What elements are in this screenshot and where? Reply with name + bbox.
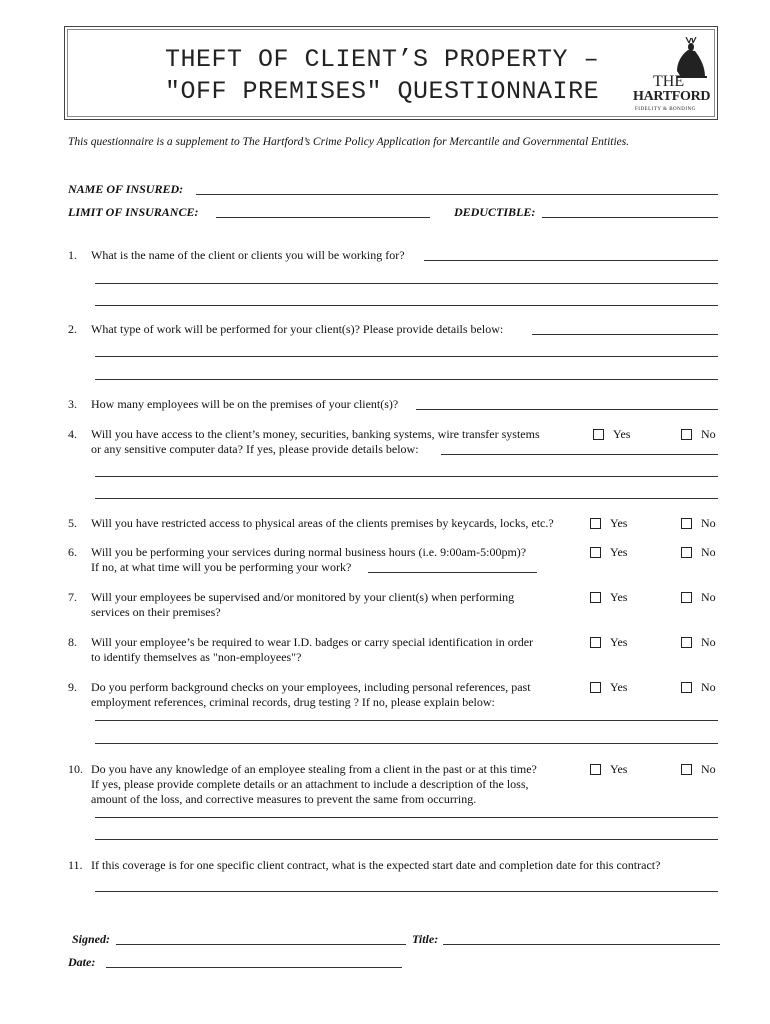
question-5-no-option[interactable]: No bbox=[681, 516, 716, 531]
logo-tagline: FIDELITY & BONDING bbox=[635, 107, 696, 112]
question-10-text-1: Do you have any knowledge of an employee stealing from a client in the past or at this time? bbox=[91, 762, 537, 776]
checkbox-icon[interactable] bbox=[590, 682, 601, 693]
question-8-no-option[interactable]: No bbox=[681, 635, 716, 650]
question-9-text-1: Do you perform background checks on your employees, including personal references, past bbox=[91, 680, 531, 694]
question-9-no-option[interactable]: No bbox=[681, 680, 716, 695]
question-2-number: 2. bbox=[68, 322, 77, 336]
name-of-insured-field[interactable] bbox=[196, 194, 718, 195]
question-2-answer-line[interactable] bbox=[95, 356, 718, 357]
intro-text: This questionnaire is a supplement to The Hartford’s Crime Policy Application for Mercantile and Governmental Entities. bbox=[68, 136, 630, 148]
checkbox-icon[interactable] bbox=[590, 518, 601, 529]
question-9-yes-option[interactable]: Yes bbox=[590, 680, 627, 695]
question-9-answer-line[interactable] bbox=[95, 720, 718, 721]
checkbox-icon[interactable] bbox=[681, 547, 692, 558]
question-8-text-1: Will your employee’s be required to wear I.D. badges or carry special identification in order bbox=[91, 635, 534, 649]
question-3-number: 3. bbox=[68, 397, 77, 411]
question-4-text-1: Will you have access to the client’s money, securities, banking systems, wire transfer systems bbox=[91, 427, 540, 441]
limit-of-insurance-label: LIMIT OF INSURANCE: bbox=[68, 205, 199, 219]
question-6-text-1: Will you be performing your services during normal business hours (i.e. 9:00am-5:00pm)? bbox=[91, 545, 527, 559]
header-box bbox=[64, 26, 718, 120]
question-5-text: Will you have restricted access to physical areas of the clients premises by keycards, locks, etc.? bbox=[91, 516, 554, 530]
question-4-answer-line[interactable] bbox=[95, 498, 718, 499]
question-1-answer-line[interactable] bbox=[95, 283, 718, 284]
form-title-line-2: "OFF PREMISES" QUESTIONNAIRE bbox=[165, 77, 600, 106]
question-4-number: 4. bbox=[68, 427, 77, 441]
question-11-answer-line[interactable] bbox=[95, 891, 718, 892]
checkbox-icon[interactable] bbox=[681, 592, 692, 603]
question-8-text-2: to identify themselves as "non-employees"? bbox=[91, 650, 302, 664]
question-4-yes-option[interactable]: Yes bbox=[593, 427, 630, 442]
question-10-no-option[interactable]: No bbox=[681, 762, 716, 777]
question-7-text-1: Will your employees be supervised and/or monitored by your client(s) when performing bbox=[91, 590, 515, 604]
question-1-answer-line[interactable] bbox=[95, 305, 718, 306]
checkbox-icon[interactable] bbox=[681, 429, 692, 440]
question-1-text: What is the name of the client or clients you will be working for? bbox=[91, 248, 405, 262]
question-6-no-option[interactable]: No bbox=[681, 545, 716, 560]
question-4-text-2: or any sensitive computer data? If yes, please provide details below: bbox=[91, 442, 419, 456]
question-9-number: 9. bbox=[68, 680, 77, 694]
question-8-yes-option[interactable]: Yes bbox=[590, 635, 627, 650]
question-7-number: 7. bbox=[68, 590, 77, 604]
date-label: Date: bbox=[68, 955, 96, 969]
question-10-number: 10. bbox=[68, 762, 83, 776]
question-9-text-2: employment references, criminal records, drug testing ? If no, please explain below: bbox=[91, 695, 495, 709]
question-4-answer-line[interactable] bbox=[441, 454, 718, 455]
question-1-answer-line[interactable] bbox=[424, 260, 718, 261]
question-2-answer-line[interactable] bbox=[95, 379, 718, 380]
question-4-answer-line[interactable] bbox=[95, 476, 718, 477]
question-10-answer-line[interactable] bbox=[95, 817, 718, 818]
question-4-no-option[interactable]: No bbox=[681, 427, 716, 442]
checkbox-icon[interactable] bbox=[681, 518, 692, 529]
question-1-number: 1. bbox=[68, 248, 77, 262]
question-5-number: 5. bbox=[68, 516, 77, 530]
question-2-answer-line[interactable] bbox=[532, 334, 718, 335]
question-10-answer-line[interactable] bbox=[95, 839, 718, 840]
question-6-answer-line[interactable] bbox=[368, 572, 537, 573]
question-3-text: How many employees will be on the premises of your client(s)? bbox=[91, 397, 399, 411]
signed-label: Signed: bbox=[72, 932, 111, 946]
title-label: Title: bbox=[412, 932, 439, 946]
checkbox-icon[interactable] bbox=[590, 592, 601, 603]
logo-hartford: HARTFORD bbox=[633, 89, 711, 104]
signed-field[interactable] bbox=[116, 944, 406, 945]
checkbox-icon[interactable] bbox=[681, 637, 692, 648]
date-field[interactable] bbox=[106, 967, 402, 968]
checkbox-icon[interactable] bbox=[593, 429, 604, 440]
checkbox-icon[interactable] bbox=[590, 637, 601, 648]
logo-the: THE bbox=[653, 73, 685, 90]
deductible-label: DEDUCTIBLE: bbox=[454, 205, 536, 219]
question-5-yes-option[interactable]: Yes bbox=[590, 516, 627, 531]
form-title-line-1: THEFT OF CLIENT’S PROPERTY – bbox=[165, 45, 600, 74]
question-10-text-2: If yes, please provide complete details or an attachment to include a description of the loss, bbox=[91, 777, 529, 791]
question-7-no-option[interactable]: No bbox=[681, 590, 716, 605]
question-9-answer-line[interactable] bbox=[95, 743, 718, 744]
question-6-yes-option[interactable]: Yes bbox=[590, 545, 627, 560]
question-8-number: 8. bbox=[68, 635, 77, 649]
name-of-insured-label: NAME OF INSURED: bbox=[68, 182, 184, 196]
checkbox-icon[interactable] bbox=[681, 764, 692, 775]
limit-of-insurance-field[interactable] bbox=[216, 217, 430, 218]
question-11-text: If this coverage is for one specific client contract, what is the expected start date and completion date for this contract? bbox=[91, 858, 661, 872]
question-7-yes-option[interactable]: Yes bbox=[590, 590, 627, 605]
question-11-number: 11. bbox=[68, 858, 83, 872]
question-6-number: 6. bbox=[68, 545, 77, 559]
question-2-text: What type of work will be performed for your client(s)? Please provide details below: bbox=[91, 322, 504, 336]
question-7-text-2: services on their premises? bbox=[91, 605, 221, 619]
deductible-field[interactable] bbox=[542, 217, 718, 218]
question-3-answer-line[interactable] bbox=[416, 409, 718, 410]
checkbox-icon[interactable] bbox=[681, 682, 692, 693]
question-10-yes-option[interactable]: Yes bbox=[590, 762, 627, 777]
checkbox-icon[interactable] bbox=[590, 764, 601, 775]
hartford-logo bbox=[633, 37, 711, 115]
checkbox-icon[interactable] bbox=[590, 547, 601, 558]
question-6-text-2: If no, at what time will you be performing your work? bbox=[91, 560, 352, 574]
question-10-text-3: amount of the loss, and corrective measures to prevent the same from occurring. bbox=[91, 792, 477, 806]
title-field[interactable] bbox=[443, 944, 720, 945]
